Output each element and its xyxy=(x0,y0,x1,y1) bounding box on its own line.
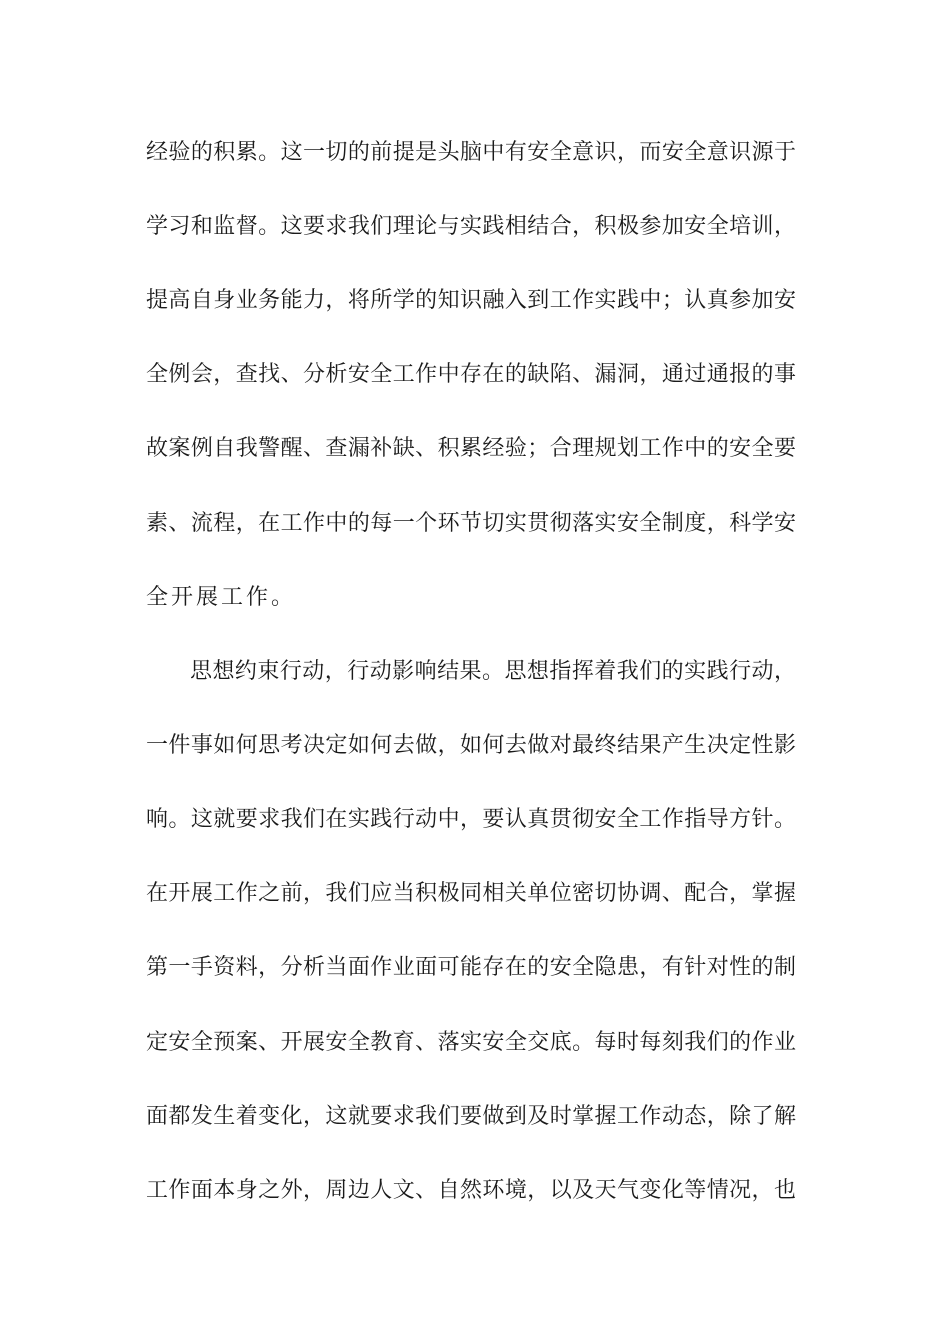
paragraph-1-line-6: 素、流程，在工作中的每一个环节切实贯彻落实安全制度，科学安 xyxy=(146,511,796,536)
paragraph-1-line-3: 提高自身业务能力，将所学的知识融入到工作实践中；认真参加安 xyxy=(146,288,796,313)
paragraph-1-line-4: 全例会，查找、分析安全工作中存在的缺陷、漏洞，通过通报的事 xyxy=(146,362,796,387)
paragraph-2-line-7: 面都发生着变化，这就要求我们要做到及时掌握工作动态，除了解 xyxy=(146,1104,796,1129)
paragraph-1-line-7: 全开展工作。 xyxy=(146,585,297,610)
paragraph-2-line-2: 一件事如何思考决定如何去做，如何去做对最终结果产生决定性影 xyxy=(146,733,796,758)
paragraph-2-line-1: 思想约束行动，行动影响结果。思想指挥着我们的实践行动， xyxy=(190,659,796,684)
paragraph-1-line-5: 故案例自我警醒、查漏补缺、积累经验；合理规划工作中的安全要 xyxy=(146,436,796,461)
paragraph-2-line-6: 定安全预案、开展安全教育、落实安全交底。每时每刻我们的作业 xyxy=(146,1030,796,1055)
paragraph-2-line-4: 在开展工作之前，我们应当积极同相关单位密切协调、配合，掌握 xyxy=(146,881,796,906)
paragraph-1-line-2: 学习和监督。这要求我们理论与实践相结合，积极参加安全培训， xyxy=(146,214,796,239)
paragraph-2-line-3: 响。这就要求我们在实践行动中，要认真贯彻安全工作指导方针。 xyxy=(146,807,796,832)
paragraph-2-line-5: 第一手资料，分析当面作业面可能存在的安全隐患，有针对性的制 xyxy=(146,955,796,980)
paragraph-1-line-1: 经验的积累。这一切的前提是头脑中有安全意识，而安全意识源于 xyxy=(146,140,796,165)
paragraph-2-line-8: 工作面本身之外，周边人文、自然环境，以及天气变化等情况，也 xyxy=(146,1178,796,1203)
